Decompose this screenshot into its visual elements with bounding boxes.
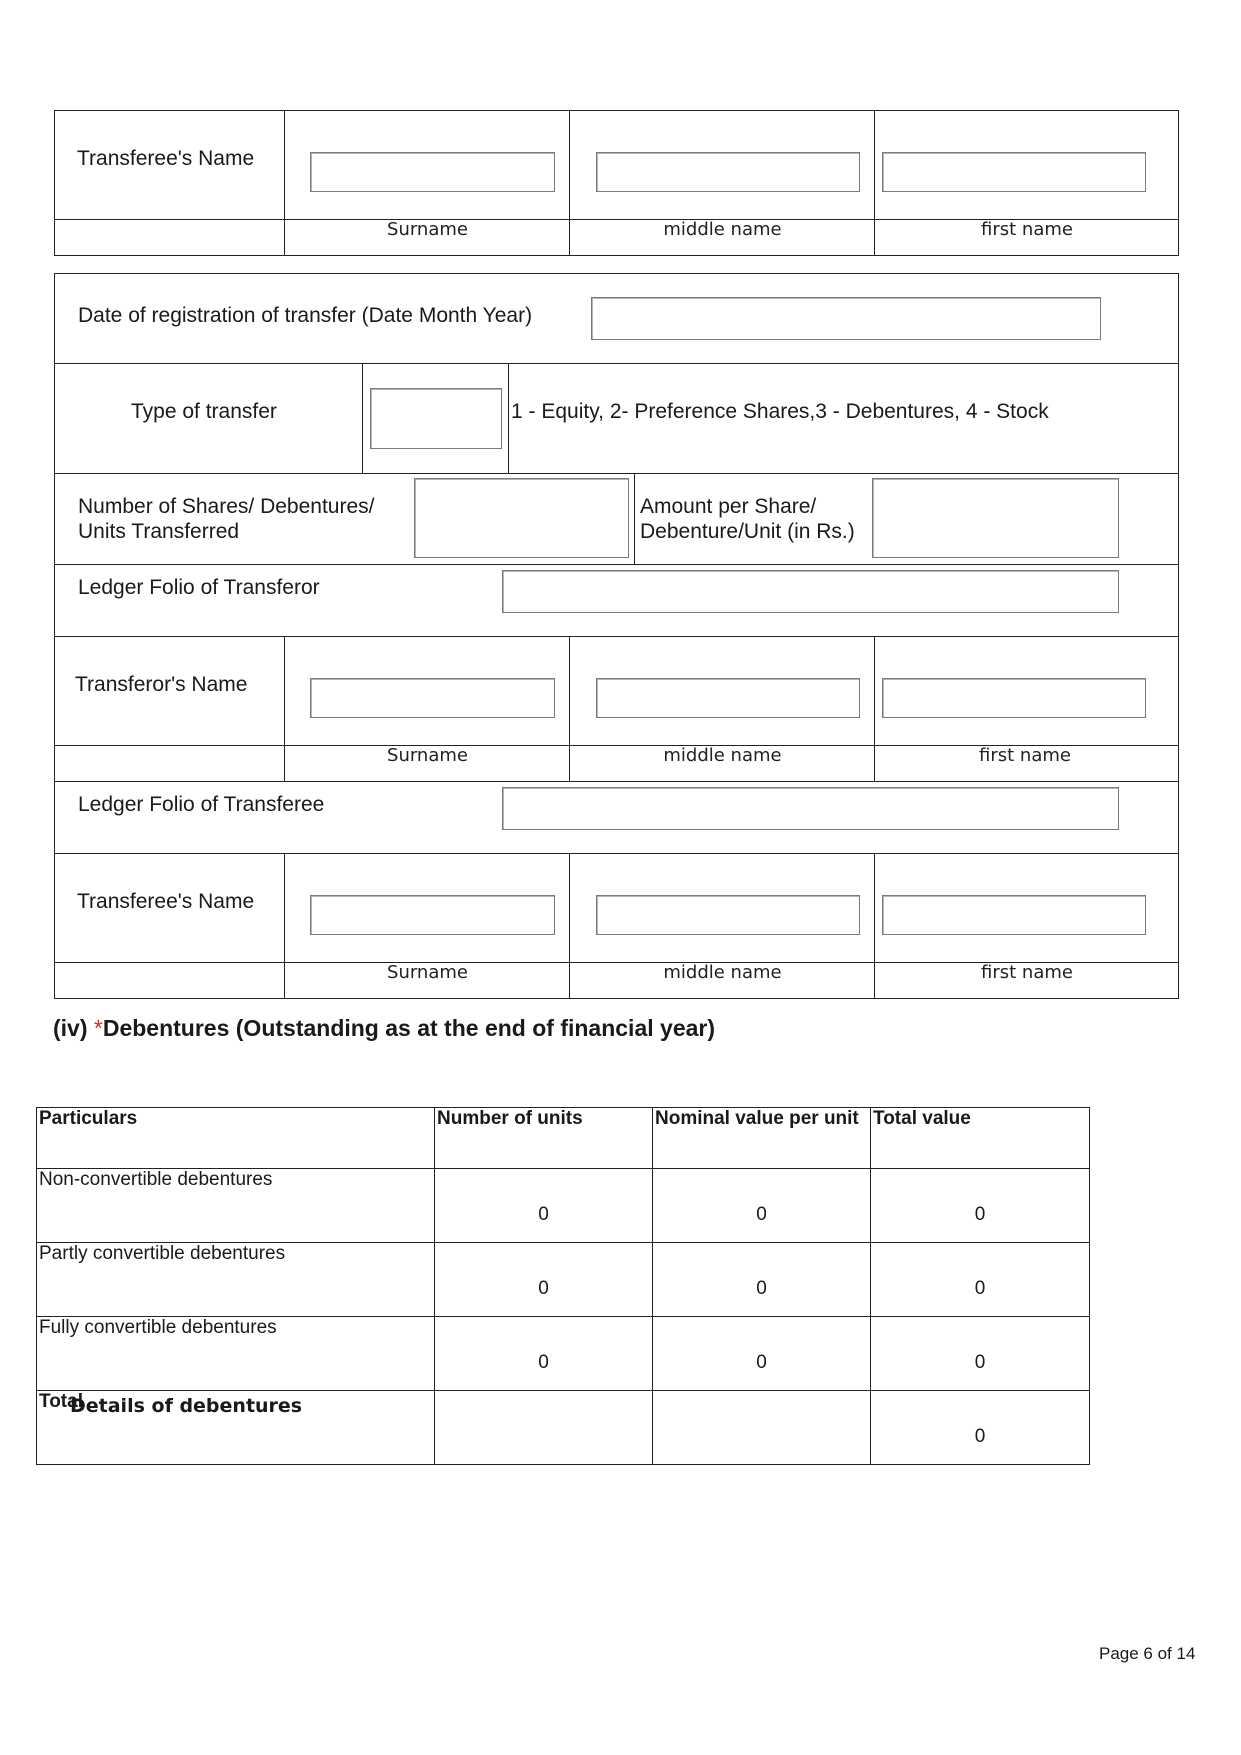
transferee-middle-name-input[interactable] [596, 895, 860, 935]
row-nominal[interactable]: 0 [653, 1169, 871, 1243]
middle-name-caption: middle name [663, 962, 782, 983]
debentures-section-title [53, 1014, 715, 1042]
surname-caption: Surname [387, 219, 468, 240]
number-transferred-input[interactable] [414, 478, 629, 558]
first-name-caption: first name [979, 745, 1071, 766]
header-nominal-value: Nominal value per unit [653, 1108, 871, 1169]
page-number: Page 6 of 14 [1099, 1644, 1196, 1663]
section-title-text: Debentures (Outstanding as at the end of financial year) [102, 1015, 716, 1041]
transferor-name-label: Transferor's Name [75, 673, 248, 696]
section-number: (iv) [53, 1015, 94, 1041]
surname-caption: Surname [387, 745, 468, 766]
amount-per-unit-input[interactable] [872, 478, 1119, 558]
row-units[interactable]: 0 [435, 1243, 653, 1317]
type-of-transfer-legend: 1 - Equity, 2- Preference Shares,3 - Debentures, 4 - Stock [511, 400, 1049, 423]
transferee-name-label: Transferee's Name [77, 890, 255, 913]
divider [54, 853, 1179, 854]
transferor-first-name-input[interactable] [882, 678, 1146, 718]
type-of-transfer-input[interactable] [370, 388, 502, 449]
divider [54, 363, 1179, 364]
first-name-caption: first name [981, 219, 1073, 240]
row-particulars: Partly convertible debentures [39, 1243, 286, 1264]
transferee-middle-name-input[interactable] [596, 152, 860, 192]
table-row [37, 1243, 1090, 1317]
number-transferred-label-line-1: Number of Shares/ Debentures/ [78, 495, 375, 518]
header-particulars: Particulars [37, 1108, 435, 1169]
table-row [37, 1169, 1090, 1243]
middle-name-caption: middle name [663, 219, 782, 240]
row-total: 0 [871, 1169, 1090, 1243]
header-total-value: Total value [871, 1108, 1090, 1169]
transferee-first-name-input[interactable] [882, 895, 1146, 935]
total-nominal [653, 1391, 871, 1465]
divider [508, 363, 509, 473]
row-units[interactable]: 0 [435, 1169, 653, 1243]
divider [54, 473, 1179, 474]
date-of-registration-input[interactable] [591, 297, 1101, 340]
row-particulars: Fully convertible debentures [39, 1317, 277, 1338]
transferor-middle-name-input[interactable] [596, 678, 860, 718]
table-header-row [37, 1108, 1090, 1169]
required-mark: * [93, 1015, 103, 1041]
amount-per-unit-label-line-2: Debenture/Unit (in Rs.) [640, 520, 855, 543]
row-particulars: Non-convertible debentures [39, 1169, 273, 1190]
type-of-transfer-label: Type of transfer [131, 400, 277, 423]
divider [54, 781, 1179, 782]
date-of-registration-label: Date of registration of transfer (Date Month Year) [78, 304, 533, 327]
number-transferred-label-line-2: Units Transferred [78, 520, 240, 543]
transferee-first-name-input[interactable] [882, 152, 1146, 192]
row-total: 0 [871, 1243, 1090, 1317]
row-nominal[interactable]: 0 [653, 1317, 871, 1391]
ledger-folio-transferor-input[interactable] [502, 570, 1119, 613]
ledger-folio-transferor-label: Ledger Folio of Transferor [78, 576, 320, 599]
debentures-details-caption: Details of debentures [70, 1395, 303, 1417]
total-label: Total [39, 1391, 83, 1412]
transferee-surname-input[interactable] [310, 152, 555, 192]
ledger-folio-transferee-input[interactable] [502, 787, 1119, 830]
divider [54, 636, 1179, 637]
ledger-folio-transferee-label: Ledger Folio of Transferee [78, 793, 325, 816]
row-total: 0 [871, 1317, 1090, 1391]
total-value: 0 [871, 1391, 1090, 1465]
row-nominal[interactable]: 0 [653, 1243, 871, 1317]
amount-per-unit-label-line-1: Amount per Share/ [640, 495, 817, 518]
first-name-caption: first name [981, 962, 1073, 983]
header-number-of-units: Number of units [435, 1108, 653, 1169]
transferee-name-label: Transferee's Name [77, 147, 255, 170]
transferee-surname-input[interactable] [310, 895, 555, 935]
surname-caption: Surname [387, 962, 468, 983]
table-row [37, 1317, 1090, 1391]
divider [634, 473, 635, 564]
divider [362, 363, 363, 473]
total-units [435, 1391, 653, 1465]
divider [54, 564, 1179, 565]
row-units[interactable]: 0 [435, 1317, 653, 1391]
transferor-surname-input[interactable] [310, 678, 555, 718]
middle-name-caption: middle name [663, 745, 782, 766]
